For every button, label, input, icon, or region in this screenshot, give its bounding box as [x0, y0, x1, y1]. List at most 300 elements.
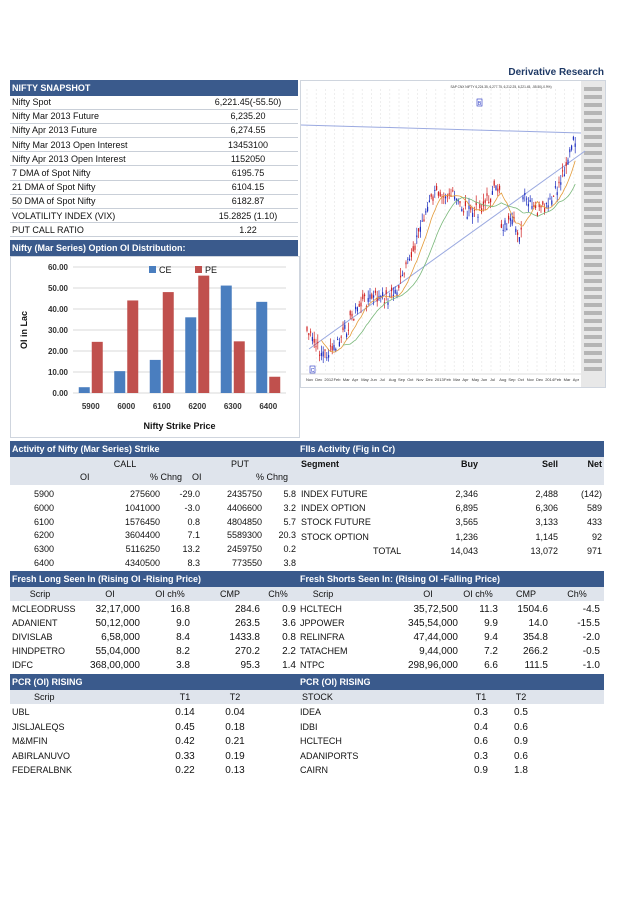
candle-body: [486, 193, 487, 196]
stock-ch: -1.0: [582, 660, 600, 671]
snapshot-label: 21 DMA of Spot Nifty: [12, 182, 96, 193]
call-chg: 8.3: [187, 558, 200, 568]
candle-body: [427, 207, 428, 211]
stock-ch: -0.5: [582, 646, 600, 657]
x-axis-label: Apr: [572, 377, 580, 382]
col-header: T1: [475, 692, 487, 702]
candle-body: [378, 296, 379, 299]
x-axis-label: Jun: [480, 377, 488, 382]
fii-row: [298, 488, 604, 500]
candle-body: [357, 307, 358, 311]
candle-body: [454, 196, 455, 199]
x-axis-label: Dec: [536, 377, 544, 382]
nifty-price-chart: [300, 80, 606, 388]
resistance-line: [301, 125, 581, 133]
put-oi: 5589300: [226, 530, 262, 541]
fresh-long-header: Fresh Long Seen In (Rising OI -Rising Price): [10, 571, 298, 587]
stock-oich: 11.3: [479, 604, 498, 615]
marker-b: B: [477, 101, 482, 107]
x-axis-label: Nov: [306, 377, 314, 382]
pcr-t2: 0.18: [225, 721, 245, 733]
stock-oi: 368,00,000: [89, 660, 140, 671]
candle-body: [434, 190, 435, 191]
stock-oich: 9.0: [176, 618, 190, 629]
stock-cmp: 95.3: [240, 660, 260, 671]
candle-body: [324, 350, 325, 351]
snapshot-value: 1152050: [230, 153, 266, 164]
snapshot-row: [10, 195, 298, 207]
x-axis-label: Feb: [333, 377, 341, 382]
x-axis-label: Aug: [388, 377, 396, 382]
candle-body: [373, 295, 374, 297]
call-oi: 1041000: [124, 502, 160, 513]
price-scale-tick: [584, 255, 602, 259]
fii-subheader: [298, 457, 604, 485]
candle-body: [369, 294, 370, 298]
stock-cmp: 14.0: [528, 618, 548, 629]
pcr-row: [10, 735, 298, 748]
price-scale-tick: [584, 215, 602, 219]
stock-oich: 3.8: [176, 660, 190, 671]
snapshot-label: Nifty Mar 2013 Future: [12, 111, 100, 122]
stock-ch: -15.5: [577, 618, 600, 629]
candle-body: [395, 290, 396, 294]
stock-cmp: 263.5: [234, 618, 260, 629]
price-scale-tick: [584, 119, 602, 123]
pcr-row: [10, 721, 298, 734]
candle-body: [323, 351, 324, 356]
stock-oi: 6,58,000: [101, 632, 140, 643]
candle-body: [411, 252, 412, 257]
candle-body: [346, 334, 347, 337]
strike-row: [10, 502, 298, 514]
candle-body: [342, 327, 343, 330]
x-axis-label: Feb: [554, 377, 562, 382]
candle-body: [474, 210, 475, 211]
candle-body: [416, 235, 417, 237]
stock-cmp: 354.8: [522, 632, 548, 643]
fii-sell: 6,306: [535, 503, 558, 514]
legend-swatch: [149, 266, 156, 273]
col-header: STOCK: [302, 692, 333, 702]
col-header: Scrip: [312, 589, 334, 599]
x-tick-label: 5900: [81, 402, 100, 411]
price-scale-tick: [584, 271, 602, 275]
pcr-t2: 1.8: [514, 765, 528, 777]
stock-oich: 9.4: [484, 632, 498, 643]
fii-sell: 1,145: [535, 531, 558, 542]
price-scale-tick: [584, 207, 602, 211]
candle-body: [425, 211, 426, 212]
candle-body: [315, 346, 316, 347]
price-scale-tick: [584, 367, 602, 371]
strike-price: 6100: [34, 516, 55, 527]
x-axis-label: Jul: [379, 377, 385, 382]
candle-body: [503, 230, 504, 231]
strike-price: 6200: [34, 530, 55, 541]
snapshot-row: [10, 96, 298, 108]
col-header: Scrip: [34, 692, 55, 702]
x-axis-label: 2012: [324, 377, 334, 382]
put-oi: 4804850: [226, 516, 262, 527]
candle-body: [409, 259, 410, 261]
pcr-row: [10, 750, 298, 763]
put-chg: 20.3: [278, 530, 296, 541]
y-tick-label: 60.00: [47, 263, 68, 272]
fii-net: 92: [591, 531, 602, 542]
snapshot-row: [10, 124, 298, 136]
pcr-t2: 0.9: [514, 736, 528, 748]
strike-row: [10, 516, 298, 528]
stock-row: [10, 631, 298, 644]
stock-ch: 0.8: [282, 632, 296, 643]
candle-body: [463, 211, 464, 212]
y-tick-label: 10.00: [47, 368, 68, 377]
fii-row: [298, 531, 604, 543]
stock-scrip: HCLTECH: [300, 604, 342, 614]
snapshot-value: 15.2825 (1.10): [218, 210, 278, 221]
x-axis-label: Jul: [490, 377, 496, 382]
candle-body: [333, 345, 334, 350]
stock-cmp: 270.2: [234, 646, 260, 657]
ce-bar: [150, 360, 161, 393]
candle-body: [387, 302, 388, 304]
col-header: OI: [423, 589, 433, 599]
stock-ch: -4.5: [582, 604, 600, 615]
pcr-scrip: IDBI: [300, 721, 318, 732]
candle-body: [501, 224, 502, 228]
snapshot-label: PUT CALL RATIO: [12, 224, 84, 235]
candle-body: [386, 290, 387, 294]
pe-bar: [234, 341, 245, 393]
fii-buy: 2,346: [455, 489, 478, 499]
fii-buy: 1,236: [455, 531, 478, 542]
candle-body: [546, 203, 547, 204]
strike-price: 6400: [34, 558, 55, 568]
candle-body: [571, 146, 572, 150]
candle-body: [567, 160, 568, 165]
candle-body: [575, 143, 576, 146]
snapshot-row: [10, 210, 298, 222]
price-scale-tick: [584, 223, 602, 227]
fii-row: [298, 516, 604, 528]
call-oi: 5116250: [125, 544, 160, 555]
candle-body: [492, 191, 493, 195]
put-chg: 0.2: [283, 544, 296, 555]
pcr-row: [298, 735, 604, 748]
candle-body: [558, 182, 559, 183]
pcr-t1: 0.3: [474, 707, 488, 718]
candle-body: [506, 229, 507, 231]
stock-oi: 298,96,000: [407, 660, 458, 671]
put-label: PUT: [231, 459, 249, 469]
candle-body: [404, 273, 405, 274]
candle-body: [335, 349, 336, 351]
stock-oich: 9.9: [484, 618, 498, 629]
x-axis-label: Aug: [499, 377, 507, 382]
call-chg: 13.2: [182, 544, 200, 555]
strike-price: 6000: [34, 502, 55, 513]
candle-body: [549, 198, 550, 199]
x-axis-label: Apr: [352, 377, 359, 382]
candle-body: [438, 192, 439, 196]
stock-cmp: 266.2: [522, 646, 548, 657]
snapshot-row: [10, 224, 298, 236]
candle-body: [494, 181, 495, 186]
candle-body: [555, 186, 556, 187]
stock-scrip: TATACHEM: [300, 646, 348, 656]
candle-body: [321, 353, 322, 356]
snapshot-label: Nifty Mar 2013 Open Interest: [12, 139, 128, 150]
candle-body: [510, 218, 511, 221]
snapshot-label: 7 DMA of Spot Nifty: [12, 168, 91, 178]
col-header: T2: [515, 692, 527, 702]
price-scale-tick: [584, 303, 602, 307]
fii-sell: 2,488: [535, 489, 558, 499]
price-scale-tick: [584, 151, 602, 155]
stock-oich: 8.4: [176, 632, 190, 643]
oi-bar-chart-svg: [11, 257, 299, 437]
candle-body: [569, 149, 570, 152]
price-scale-tick: [584, 143, 602, 147]
candle-body: [557, 192, 558, 195]
candle-body: [465, 201, 466, 206]
price-scale-tick: [584, 239, 602, 243]
call-label: CALL: [113, 459, 137, 469]
candle-body: [526, 199, 527, 200]
candle-body: [524, 193, 525, 195]
candle-body: [566, 162, 567, 166]
pcr-t1: 0.14: [175, 707, 195, 718]
candle-body: [353, 319, 354, 321]
col-buy: Buy: [460, 459, 478, 469]
call-oi: 1576450: [124, 516, 160, 527]
pcr-t2: 0.13: [225, 765, 245, 777]
snapshot-label: Nifty Apr 2013 Open Interest: [12, 153, 126, 164]
fii-sell: 3,133: [535, 517, 558, 528]
candle-body: [375, 291, 376, 293]
strike-row: [10, 529, 298, 541]
price-scale-tick: [584, 183, 602, 187]
snapshot-row: [10, 167, 298, 179]
stock-oich: 8.2: [176, 646, 190, 657]
snapshot-header: NIFTY SNAPSHOT: [10, 80, 298, 96]
pcr-scrip: ADANIPORTS: [300, 750, 359, 761]
candle-body: [420, 227, 421, 232]
pcr-scrip: M&MFIN: [12, 736, 48, 747]
x-axis-label: Mar: [453, 377, 461, 382]
fresh-long-subheader: [10, 587, 298, 601]
call-chg: 0.8: [187, 516, 200, 527]
candle-body: [402, 275, 403, 276]
pe-bar: [198, 276, 209, 393]
pcr-t1: 0.3: [474, 750, 488, 762]
candle-body: [407, 259, 408, 260]
x-axis-label: Nov: [416, 377, 424, 382]
put-chg: 3.8: [283, 558, 296, 568]
strike-row: [10, 557, 298, 569]
strike-price: 5900: [34, 489, 55, 499]
pcr-right-subheader: [298, 690, 604, 704]
x-tick-label: 6000: [117, 402, 136, 411]
snapshot-value: 6,274.55: [230, 125, 266, 136]
candle-body: [512, 220, 513, 225]
pcr-left-header: PCR (OI) RISING: [10, 674, 298, 690]
call-oi: 4340500: [124, 558, 160, 568]
stock-ch: -2.0: [582, 632, 600, 643]
fii-total-label: TOTAL: [373, 545, 402, 556]
candle-body: [339, 342, 340, 347]
price-scale-tick: [584, 231, 602, 235]
pe-bar: [269, 377, 280, 393]
strike-activity-subheader: [10, 457, 298, 485]
stock-scrip: JPPOWER: [300, 618, 345, 628]
y-tick-label: 0.00: [52, 389, 68, 398]
x-axis-label: Mar: [342, 377, 350, 382]
candle-body: [521, 228, 522, 230]
legend-swatch: [195, 266, 202, 273]
call-oi: 3604400: [124, 530, 160, 541]
stock-oi: 35,72,500: [413, 604, 458, 615]
col-header: CMP: [220, 589, 240, 599]
price-scale-tick: [584, 199, 602, 203]
price-scale-tick: [584, 87, 602, 91]
candle-body: [517, 232, 518, 235]
price-scale-tick: [584, 263, 602, 267]
strike-row: [10, 488, 298, 500]
candle-body: [472, 213, 473, 217]
price-scale-tick: [584, 351, 602, 355]
stock-scrip: ADANIENT: [12, 618, 58, 628]
stock-cmp: 111.5: [524, 660, 548, 671]
candle-body: [443, 197, 444, 198]
x-axis-label: Dec: [425, 377, 433, 382]
fii-total-row: [298, 545, 604, 557]
strike-row: [10, 543, 298, 555]
pe-bar: [92, 342, 103, 393]
fii-segment: INDEX FUTURE: [301, 489, 368, 499]
pcr-left-subheader: [10, 690, 298, 704]
price-scale-tick: [584, 127, 602, 131]
pcr-scrip: JISLJALEQS: [12, 721, 65, 732]
candle-body: [368, 298, 369, 302]
stock-ch: 0.9: [282, 604, 296, 615]
candle-body: [312, 337, 313, 341]
marker-c: C: [310, 368, 315, 374]
stock-cmp: 284.6: [234, 604, 260, 615]
candle-body: [350, 311, 351, 315]
fii-header: FIIs Activity (Fig in Cr): [298, 441, 604, 457]
x-axis-label: Jun: [370, 377, 377, 382]
candle-body: [537, 213, 538, 216]
candle-body: [531, 206, 532, 209]
price-chart-svg: [301, 81, 605, 387]
call-chg: -3.0: [184, 502, 200, 513]
candle-body: [341, 337, 342, 338]
price-scale-tick: [584, 103, 602, 107]
stock-oi: 50,12,000: [95, 618, 140, 629]
col-call-chng: % Chng: [150, 472, 183, 482]
candle-body: [504, 220, 505, 224]
pcr-t1: 0.42: [175, 736, 195, 748]
candle-body: [479, 204, 480, 208]
snapshot-row: [10, 110, 298, 122]
candle-body: [332, 346, 333, 350]
fii-segment: STOCK FUTURE: [301, 517, 371, 528]
pcr-row: [298, 721, 604, 734]
x-tick-label: 6100: [152, 402, 171, 411]
put-chg: 3.2: [283, 502, 296, 513]
candle-body: [436, 186, 437, 190]
snapshot-row: [10, 139, 298, 151]
snapshot-row: [10, 153, 298, 165]
candle-body: [359, 304, 360, 307]
stock-ch: 2.2: [282, 646, 296, 657]
stock-row: [10, 603, 298, 616]
stock-row: [298, 659, 604, 672]
price-scale-tick: [584, 327, 602, 331]
col-header: Scrip: [29, 589, 51, 599]
price-scale-tick: [584, 135, 602, 139]
col-header: CMP: [516, 589, 536, 599]
x-axis-label: Dec: [315, 377, 323, 382]
candle-body: [508, 216, 509, 220]
x-axis-label: Sep: [398, 377, 406, 382]
fii-net: 433: [586, 517, 602, 528]
candle-body: [423, 219, 424, 221]
candle-body: [499, 186, 500, 190]
candle-body: [562, 170, 563, 171]
candle-body: [414, 246, 415, 250]
call-chg: 7.1: [187, 530, 200, 541]
put-chg: 5.7: [283, 516, 296, 527]
price-scale-tick: [584, 247, 602, 251]
y-tick-label: 20.00: [47, 347, 68, 356]
col-net: Net: [587, 459, 602, 469]
x-tick-label: 6400: [259, 402, 278, 411]
price-scale-tick: [584, 287, 602, 291]
candle-body: [440, 192, 441, 196]
candle-body: [377, 298, 378, 301]
candle-body: [348, 330, 349, 331]
price-scale-tick: [584, 279, 602, 283]
candle-body: [431, 194, 432, 197]
candle-body: [413, 246, 414, 251]
candle-body: [317, 342, 318, 343]
ce-bar: [79, 387, 90, 393]
pe-bar: [127, 300, 138, 393]
stock-row: [10, 659, 298, 672]
candle-body: [391, 288, 392, 292]
pcr-scrip: IDEA: [300, 707, 322, 717]
candle-body: [528, 204, 529, 207]
ce-bar: [185, 317, 196, 393]
pcr-t2: 0.19: [225, 750, 245, 762]
strike-activity-header: Activity of Nifty (Mar Series) Strike: [10, 441, 298, 457]
pcr-scrip: UBL: [12, 707, 30, 717]
candle-body: [477, 217, 478, 218]
candle-body: [422, 221, 423, 222]
strike-price: 6300: [34, 544, 55, 555]
snapshot-label: Nifty Apr 2013 Future: [12, 125, 98, 136]
pcr-t2: 0.5: [514, 707, 528, 718]
pcr-row: [10, 706, 298, 719]
candle-body: [389, 296, 390, 297]
snapshot-value: 6104.15: [231, 182, 265, 193]
pcr-t2: 0.6: [514, 721, 528, 733]
pcr-t1: 0.9: [474, 765, 488, 777]
stock-row: [10, 617, 298, 630]
